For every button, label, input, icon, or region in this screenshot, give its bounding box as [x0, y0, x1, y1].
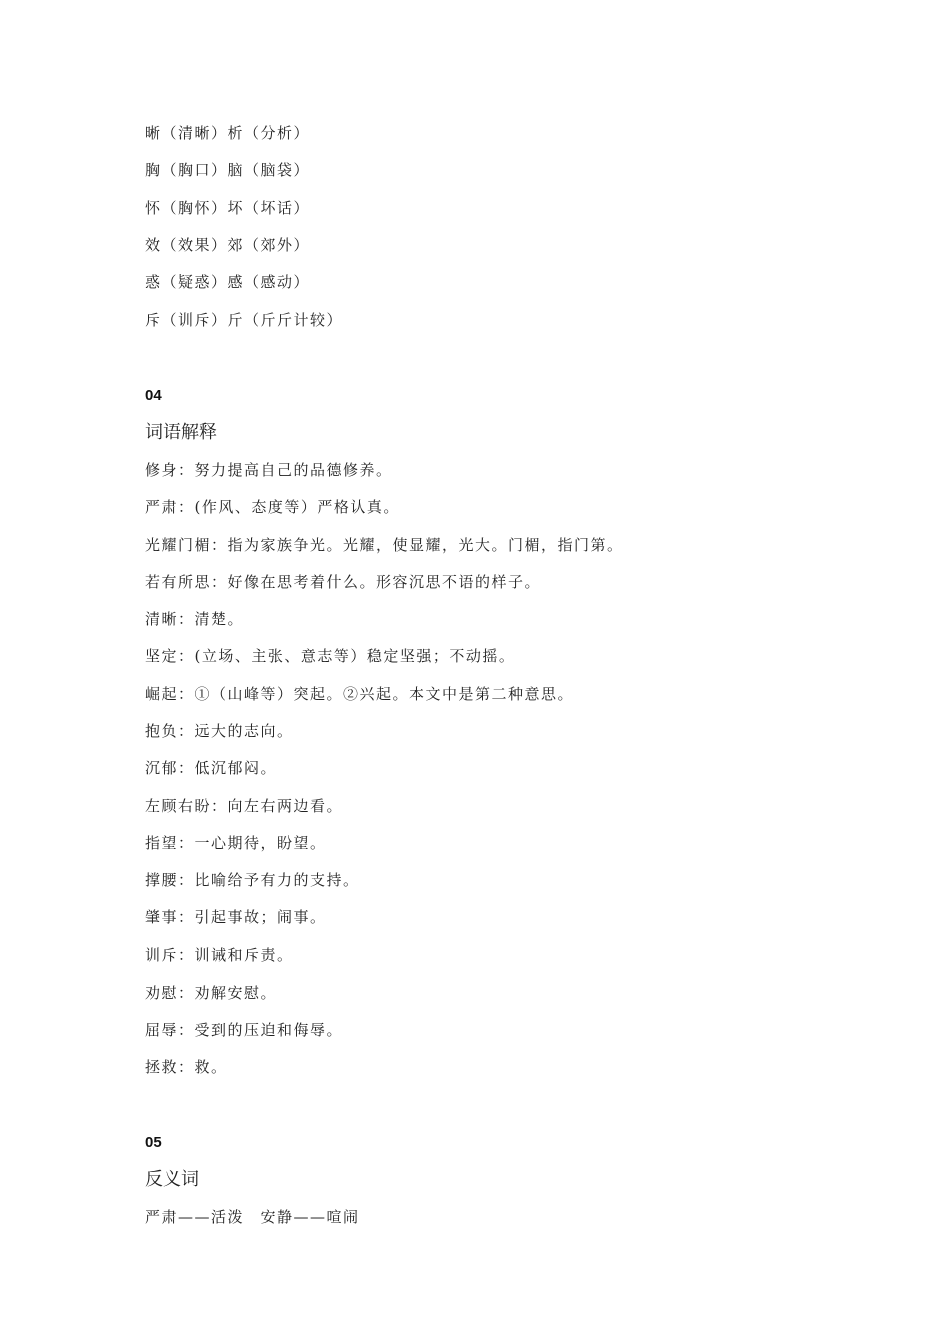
char-pair-line: 胸（胸口）脑（脑袋） — [145, 161, 311, 179]
definition-item: 坚定：(立场、主张、意志等）稳定坚强；不动摇。 — [145, 647, 516, 665]
section-number: 04 — [145, 387, 162, 404]
definition-item: 抱负：远大的志向。 — [145, 722, 294, 740]
definition-item: 修身：努力提高自己的品德修养。 — [145, 461, 393, 479]
char-pair-line: 效（效果）郊（郊外） — [145, 236, 311, 254]
definition-item: 清晰：清楚。 — [145, 610, 245, 628]
char-pair-line: 晰（清晰）析（分析） — [145, 124, 311, 142]
section-number: 05 — [145, 1134, 162, 1151]
definition-item: 崛起：①（山峰等）突起。②兴起。本文中是第二种意思。 — [145, 685, 575, 703]
antonym-item: 严肃——活泼 安静——喧闹 — [145, 1208, 360, 1226]
char-pair-line: 怀（胸怀）坏（坏话） — [145, 199, 311, 217]
definition-item: 严肃：(作风、态度等）严格认真。 — [145, 498, 400, 516]
definition-item: 光耀门楣：指为家族争光。光耀，使显耀，光大。门楣，指门第。 — [145, 536, 624, 554]
section-title: 反义词 — [145, 1169, 199, 1190]
section-title: 词语解释 — [145, 422, 217, 443]
definition-item: 左顾右盼：向左右两边看。 — [145, 797, 344, 815]
char-pair-line: 斥（训斥）斤（斤斤计较） — [145, 311, 344, 329]
definition-item: 撑腰：比喻给予有力的支持。 — [145, 871, 360, 889]
definition-item: 肇事：引起事故；闹事。 — [145, 908, 327, 926]
definition-item: 劝慰：劝解安慰。 — [145, 984, 278, 1002]
char-pair-line: 惑（疑惑）感（感动） — [145, 273, 311, 291]
definition-item: 若有所思：好像在思考着什么。形容沉思不语的样子。 — [145, 573, 542, 591]
definition-item: 屈辱：受到的压迫和侮辱。 — [145, 1021, 344, 1039]
definition-item: 拯救：救。 — [145, 1058, 228, 1076]
definition-item: 沉郁：低沉郁闷。 — [145, 759, 278, 777]
definition-item: 指望：一心期待，盼望。 — [145, 834, 327, 852]
definition-item: 训斥：训诫和斥责。 — [145, 946, 294, 964]
